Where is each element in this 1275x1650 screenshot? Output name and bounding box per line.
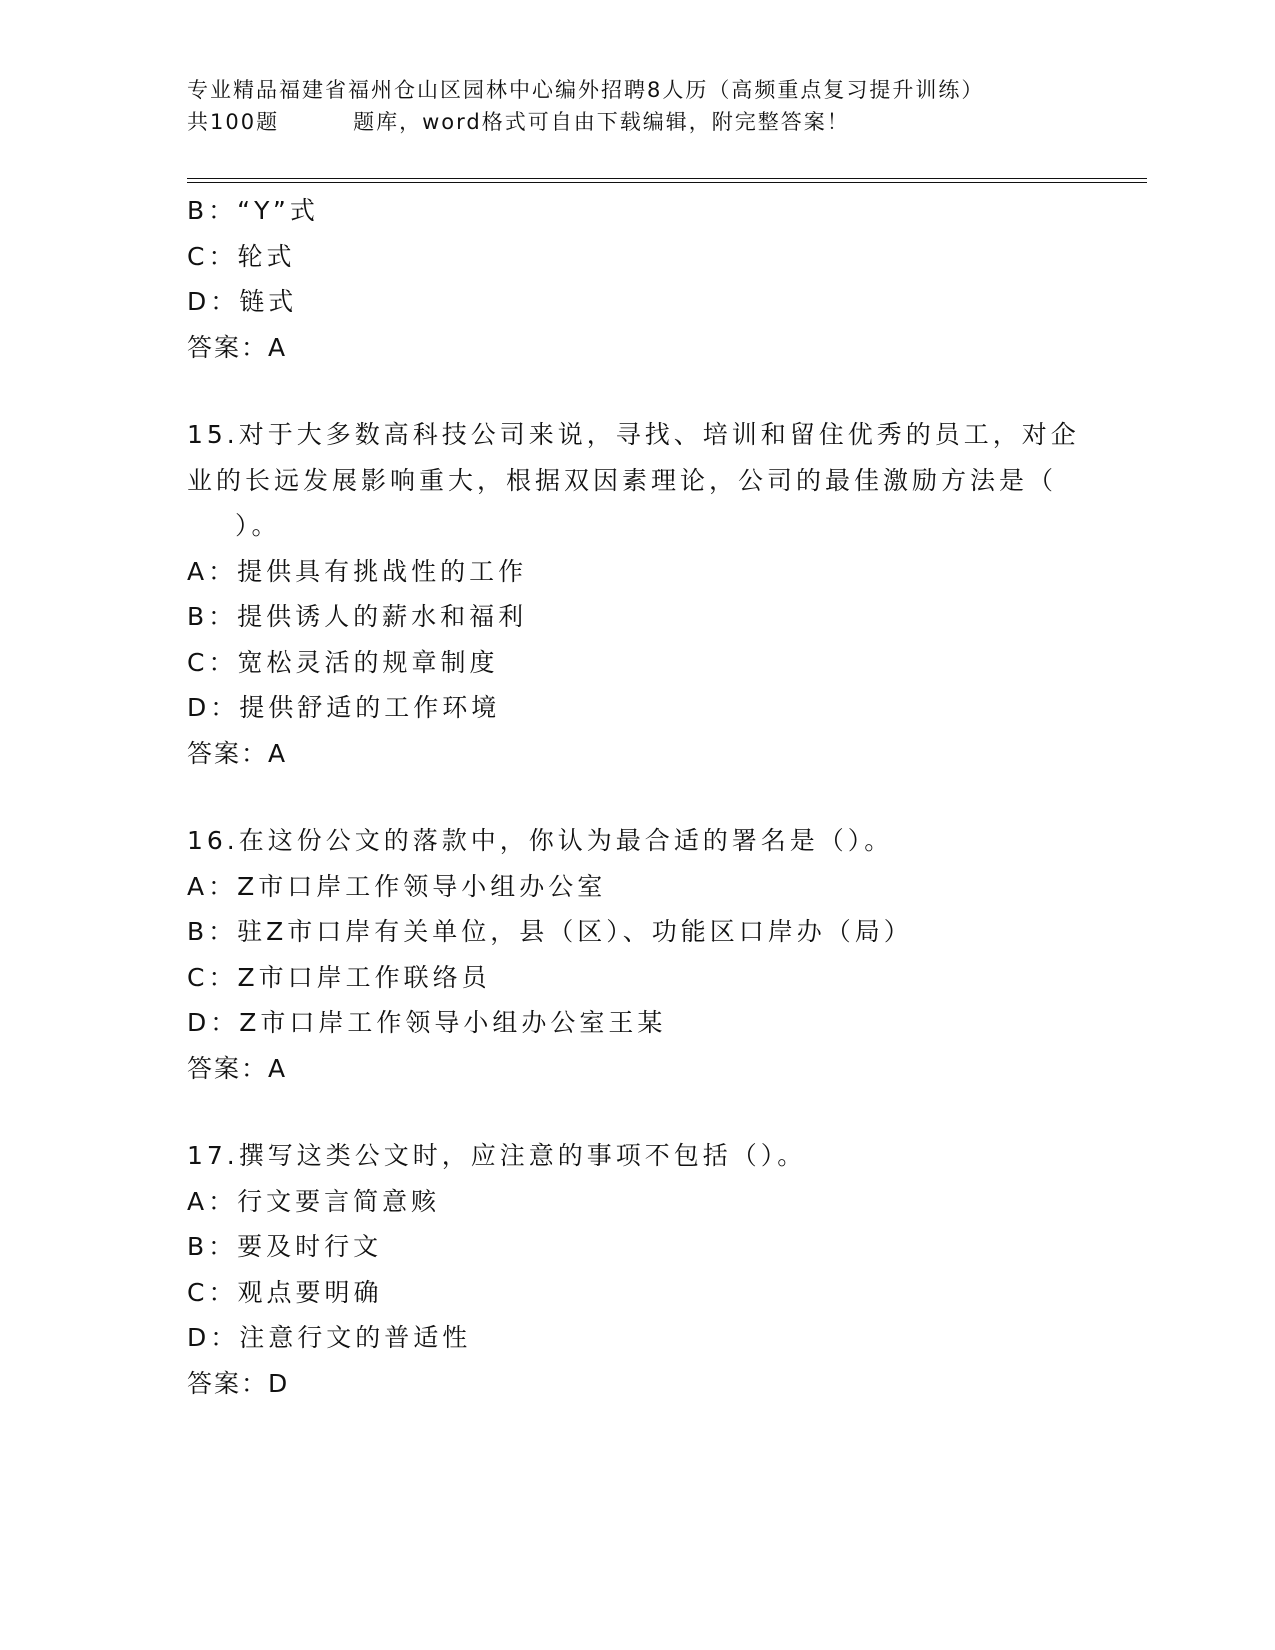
option-c: C：Z市口岸工作联络员 [187,962,491,992]
answer-label: 答案： [187,738,269,768]
option-a: A：提供具有挑战性的工作 [187,556,528,586]
answer-line [187,1361,1087,1407]
answer-line [187,1046,1087,1092]
question-17 [187,1133,1087,1406]
header-question-count: 共100题 [187,110,280,134]
question-stem-line: 16.在这份公文的落款中，你认为最合适的署名是（）。 [187,826,894,855]
leading-question-fragment [187,188,1087,370]
answer-line [187,325,1087,371]
document-header [187,74,1087,138]
option-a: A：Z市口岸工作领导小组办公室 [187,871,607,901]
question-15 [187,412,1087,776]
option-a: A：行文要言简意赅 [187,1186,441,1216]
option-b: B：驻Z市口岸有关单位，县（区）、功能区口岸办（局） [187,917,913,946]
question-16 [187,818,1087,1091]
option-b: B：“Y”式 [187,196,319,225]
header-title-line: 专业精品福建省福州仓山区园林中心编外招聘8人历（高频重点复习提升训练） [187,78,985,102]
option-d: D：注意行文的普适性 [187,1323,472,1352]
header-divider-top [187,178,1147,179]
answer-label: 答案： [187,1053,269,1083]
answer-line [187,731,1087,777]
option-c: C：观点要明确 [187,1277,383,1307]
option-d: D：Z市口岸工作领导小组办公室王某 [187,1008,667,1037]
option-b: B：要及时行文 [187,1232,383,1261]
option-c: C：轮式 [187,241,296,271]
option-c: C：宽松灵活的规章制度 [187,647,499,677]
answer-label: 答案： [187,332,269,362]
option-d: D：链式 [187,287,298,316]
answer-value: A [268,1053,286,1083]
option-d: D：提供舒适的工作环境 [187,693,501,722]
question-stem-line: 15.对于大多数高科技公司来说，寻找、培训和留住优秀的员工，对企 [187,420,1080,449]
header-divider-bottom [187,182,1147,183]
question-stem-line: 17.撰写这类公文时，应注意的事项不包括（）。 [187,1141,807,1170]
question-stem-line: ）。 [235,511,281,540]
answer-value: D [268,1368,288,1398]
question-stem-line: 业的长远发展影响重大，根据双因素理论，公司的最佳激励方法是（ [187,465,1058,495]
answer-value: A [268,738,286,768]
header-description: 题库，word格式可自由下载编辑，附完整答案！ [353,110,850,134]
answer-value: A [268,332,286,362]
header-subtitle-line [187,106,1087,138]
answer-label: 答案： [187,1368,269,1398]
option-b: B：提供诱人的薪水和福利 [187,602,528,631]
document-body [187,188,1087,1406]
